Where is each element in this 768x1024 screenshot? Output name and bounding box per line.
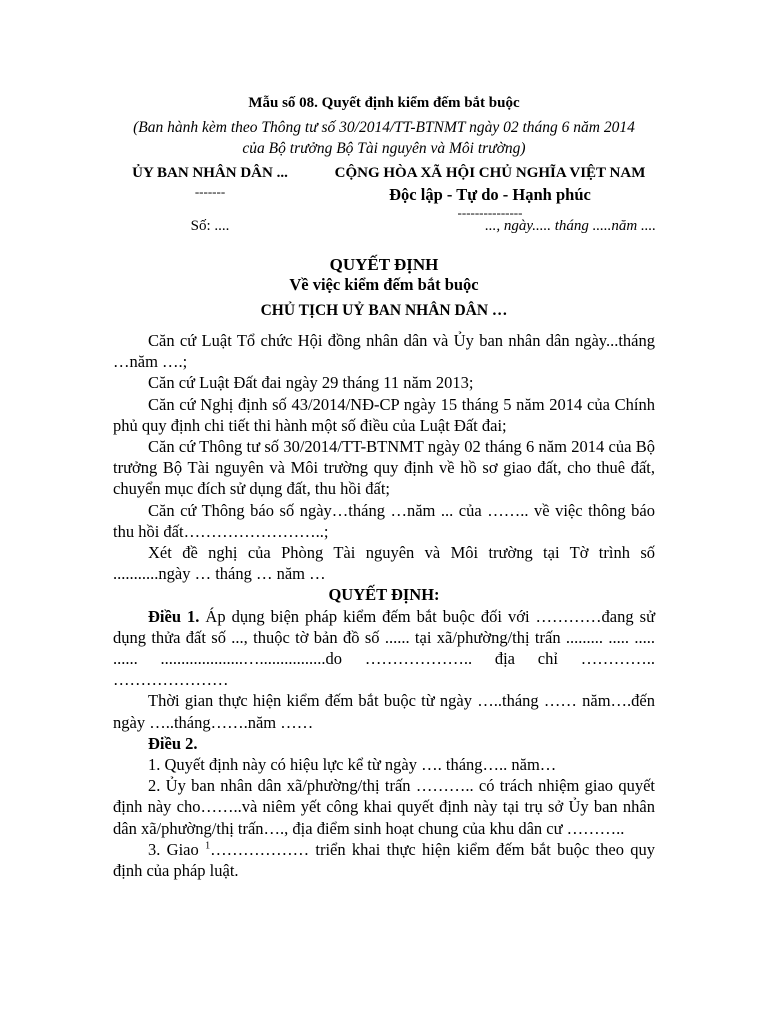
national-header xyxy=(320,163,660,220)
article-2-item-1: 1. Quyết định này có hiệu lực kể từ ngày …. tháng….. năm… xyxy=(148,755,557,775)
form-subtitle-line2: của Bộ trưởng Bộ Tài nguyên và Môi trường) xyxy=(242,140,526,157)
decides-heading: QUYẾT ĐỊNH: xyxy=(328,585,440,605)
legal-basis: Căn cứ Luật Tổ chức Hội đồng nhân dân và Ủy ban nhân dân ngày...tháng …năm ….; xyxy=(113,331,655,372)
article-1-time: Thời gian thực hiện kiểm đếm bắt buộc từ ngày …..tháng …… năm….đến ngày …..tháng…….năm …… xyxy=(113,691,655,732)
article-1-text: Áp dụng biện pháp kiểm đếm bắt buộc đối với …………đang sử dụng thửa đất số ..., thuộc tờ bản đồ số ...... tại xã/phường/thị trấn ......... ..... ..... ...... ....................…................do ……………….. địa chỉ ………….. ………………… xyxy=(113,606,656,690)
agency-block xyxy=(100,163,320,199)
agency-divider: ------- xyxy=(194,184,226,199)
decision-authority: CHỦ TỊCH UỶ BAN NHÂN DÂN … xyxy=(260,302,508,319)
legal-basis: Căn cứ Luật Đất đai ngày 29 tháng 11 năm 2013; xyxy=(148,373,474,393)
legal-basis: Căn cứ Thông tư số 30/2014/TT-BTNMT ngày 02 tháng 6 năm 2014 của Bộ trưởng Bộ Tài nguyên và Môi trường quy định về hồ sơ giao đất, cho thuê đất, chuyển mục đích sử dụng đất, thu hồi đất; xyxy=(113,437,655,499)
article-1-label: Điều 1. xyxy=(148,606,200,626)
article-2-item-3-post: ……………… triển khai thực hiện kiểm đếm bắt buộc theo quy định của pháp luật. xyxy=(113,839,655,881)
decision-subject: Về việc kiểm đếm bắt buộc xyxy=(289,275,479,294)
article-2-item-3 xyxy=(113,839,655,881)
article-2 xyxy=(113,733,655,754)
country-name: CỘNG HÒA XÃ HỘI CHỦ NGHĨA VIỆT NAM xyxy=(334,165,646,181)
document-number: Số: .... xyxy=(190,218,230,234)
decision-body xyxy=(113,330,655,881)
agency-name: ỦY BAN NHÂN DÂN ... xyxy=(132,165,288,181)
form-subtitle-line1: (Ban hành kèm theo Thông tư số 30/2014/TT-BTNMT ngày 02 tháng 6 năm 2014 xyxy=(133,119,635,136)
legal-basis: Căn cứ Nghị định số 43/2014/NĐ-CP ngày 15 tháng 5 năm 2014 của Chính phủ quy định chi tiết thi hành một số điều của Luật Đất đai; xyxy=(113,394,655,435)
legal-basis: Căn cứ Thông báo số ngày…tháng …năm ... của …….. về việc thông báo thu hồi đất……………………..; xyxy=(113,500,655,541)
legal-basis: Xét đề nghị của Phòng Tài nguyên và Môi trường tại Tờ trình số ...........ngày … tháng … năm … xyxy=(113,543,655,584)
document-date: ..., ngày..... tháng .....năm .... xyxy=(485,218,656,234)
national-motto: Độc lập - Tự do - Hạnh phúc xyxy=(389,185,591,204)
footnote-marker[interactable]: 1 xyxy=(205,840,211,852)
motto-divider: --------------- xyxy=(457,205,523,220)
form-title: Mẫu số 08. Quyết định kiểm đếm bắt buộc xyxy=(248,95,520,111)
article-2-item-2: 2. Ủy ban nhân dân xã/phường/thị trấn ……….. có trách nhiệm giao quyết định này cho……..và niêm yết công khai quyết định này tại trụ sở Ủy ban nhân dân xã/phường/thị trấn…., địa điểm sinh hoạt chung của khu dân cư ……….. xyxy=(113,776,655,838)
decision-title: QUYẾT ĐỊNH xyxy=(329,255,439,274)
article-2-item-3-pre: 3. Giao xyxy=(148,839,206,859)
article-1 xyxy=(113,606,655,691)
article-2-label: Điều 2. xyxy=(148,733,198,753)
